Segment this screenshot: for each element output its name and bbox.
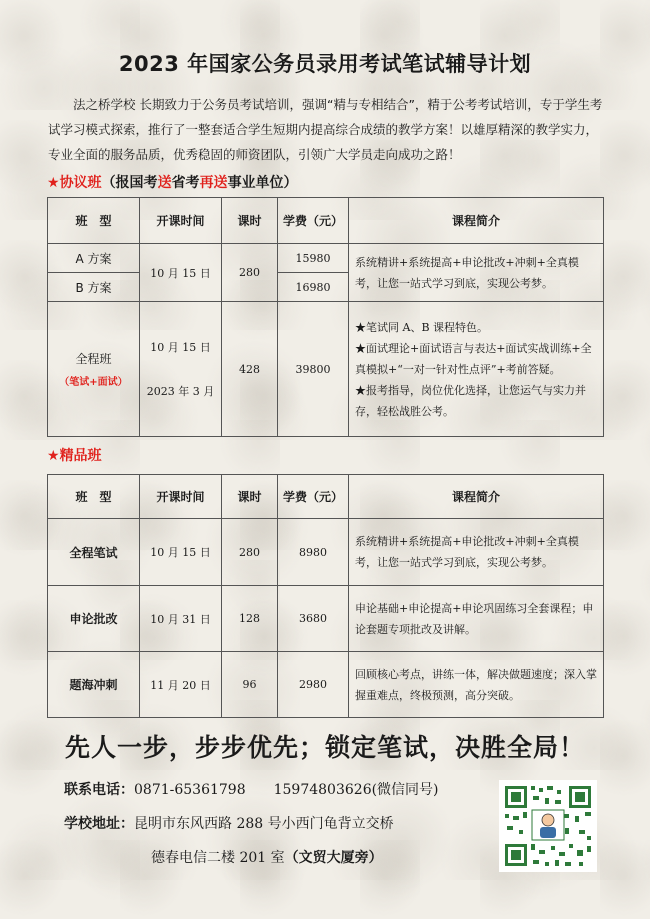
full-course-fee: 39800	[278, 302, 349, 437]
plan-ab-hours: 280	[222, 244, 278, 302]
wechat-qr-code	[499, 780, 597, 872]
table-header-row	[48, 198, 604, 244]
contact-address-line-2	[151, 847, 383, 867]
address-landmark: （文贸大厦旁）	[284, 850, 383, 866]
phone-numbers: 0871-65361798 15974803626(微信同号)	[134, 782, 439, 798]
section-header-premium-class	[47, 445, 102, 465]
section-name: 协议班	[59, 175, 102, 191]
section-header-agreement-class	[47, 172, 298, 192]
header-description: 课程简介	[349, 198, 604, 244]
table-header-row	[48, 475, 604, 519]
full-course-date-end: 2023 年 3 月	[146, 385, 215, 398]
table-row	[48, 519, 604, 586]
full-course-hours: 428	[222, 302, 278, 437]
table-row	[48, 302, 604, 437]
header-fee: 学费（元）	[278, 198, 349, 244]
section-name: 精品班	[59, 448, 102, 464]
course-date: 10 月 31 日	[140, 586, 222, 652]
full-course-desc-line: ★面试理论+面试语言与表达+面试实战训练+全真模拟+“一对一针对性点评”+考前答疑。	[355, 341, 592, 376]
course-hours: 128	[222, 586, 278, 652]
table-row	[48, 244, 604, 273]
full-course-subtitle: （笔试+面试）	[59, 377, 128, 388]
address-line-1: 昆明市东风西路 288 号小西门龟背立交桥	[134, 816, 394, 832]
course-date: 11 月 20 日	[140, 652, 222, 718]
premium-class-table	[47, 474, 604, 718]
intro-paragraph: 法之桥学校 长期致力于公务员考试培训，强调“精与专相结合”，精于公考考试培训，专于学生考试学习模式探索，推行了一整套适合学生短期内提高综合成绩的教学方案！以雄厚精深的教学实力，专业全面的服务品质，优秀稳固的师资团队，引领广大学员走向成功之路！	[48, 97, 603, 162]
plan-b-name: B 方案	[48, 273, 140, 302]
star-icon: ★	[47, 175, 60, 191]
section-note-red: 送	[157, 175, 172, 191]
plan-ab-description: 系统精讲+系统提高+申论批改+冲刺+全真模考，让您一站式学习到底，实现公考梦。	[349, 244, 604, 302]
full-course-name: 全程班	[75, 352, 112, 366]
address-label: 学校地址：	[64, 816, 134, 832]
header-start-date: 开课时间	[140, 475, 222, 519]
course-name: 申论批改	[48, 586, 140, 652]
full-course-description	[349, 302, 604, 437]
phone-label: 联系电话：	[64, 782, 134, 798]
course-fee: 8980	[278, 519, 349, 586]
full-course-desc-line: ★笔试同 A、B 课程特色。	[355, 320, 489, 334]
course-fee: 2980	[278, 652, 349, 718]
course-description: 系统精讲+系统提高+申论批改+冲刺+全真模考，让您一站式学习到底，实现公考梦。	[349, 519, 604, 586]
course-fee: 3680	[278, 586, 349, 652]
plan-b-fee: 16980	[278, 273, 349, 302]
section-note-part: 省考	[171, 175, 200, 191]
table-row	[48, 586, 604, 652]
header-class-type: 班 型	[48, 198, 140, 244]
course-description: 回顾核心考点，讲练一体，解决做题速度；深入掌握重难点，终极预测，高分突破。	[349, 652, 604, 718]
header-hours: 课时	[222, 198, 278, 244]
agreement-class-table	[47, 197, 604, 437]
header-description: 课程简介	[349, 475, 604, 519]
slogan: 先人一步，步步优先；锁定笔试，决胜全局！	[64, 733, 585, 762]
course-hours: 96	[222, 652, 278, 718]
section-note-part: 事业单位）	[227, 175, 298, 191]
address-line-2: 德春电信二楼 201 室	[151, 850, 285, 866]
course-hours: 280	[222, 519, 278, 586]
section-note-part: （报国考	[101, 175, 158, 191]
header-start-date: 开课时间	[140, 198, 222, 244]
header-fee: 学费（元）	[278, 475, 349, 519]
course-description: 申论基础+申论提高+申论巩固练习全套课程；申论套题专项批改及讲解。	[349, 586, 604, 652]
full-course-name-cell	[48, 302, 140, 437]
plan-ab-date: 10 月 15 日	[140, 244, 222, 302]
section-note-red: 再送	[199, 175, 228, 191]
course-date: 10 月 15 日	[140, 519, 222, 586]
contact-address	[64, 813, 394, 833]
header-hours: 课时	[222, 475, 278, 519]
plan-a-fee: 15980	[278, 244, 349, 273]
table-row	[48, 652, 604, 718]
course-name: 全程笔试	[48, 519, 140, 586]
full-course-date-start: 10 月 15 日	[150, 341, 211, 354]
course-name: 题海冲刺	[48, 652, 140, 718]
star-icon: ★	[47, 448, 60, 464]
plan-a-name: A 方案	[48, 244, 140, 273]
full-course-desc-line: ★报考指导，岗位优化选择，让您运气与实力并存，轻松战胜公考。	[355, 383, 586, 418]
header-class-type: 班 型	[48, 475, 140, 519]
full-course-dates	[140, 302, 222, 437]
contact-phone	[64, 779, 439, 799]
page-title: 2023 年国家公务员录用考试笔试辅导计划	[118, 52, 532, 76]
